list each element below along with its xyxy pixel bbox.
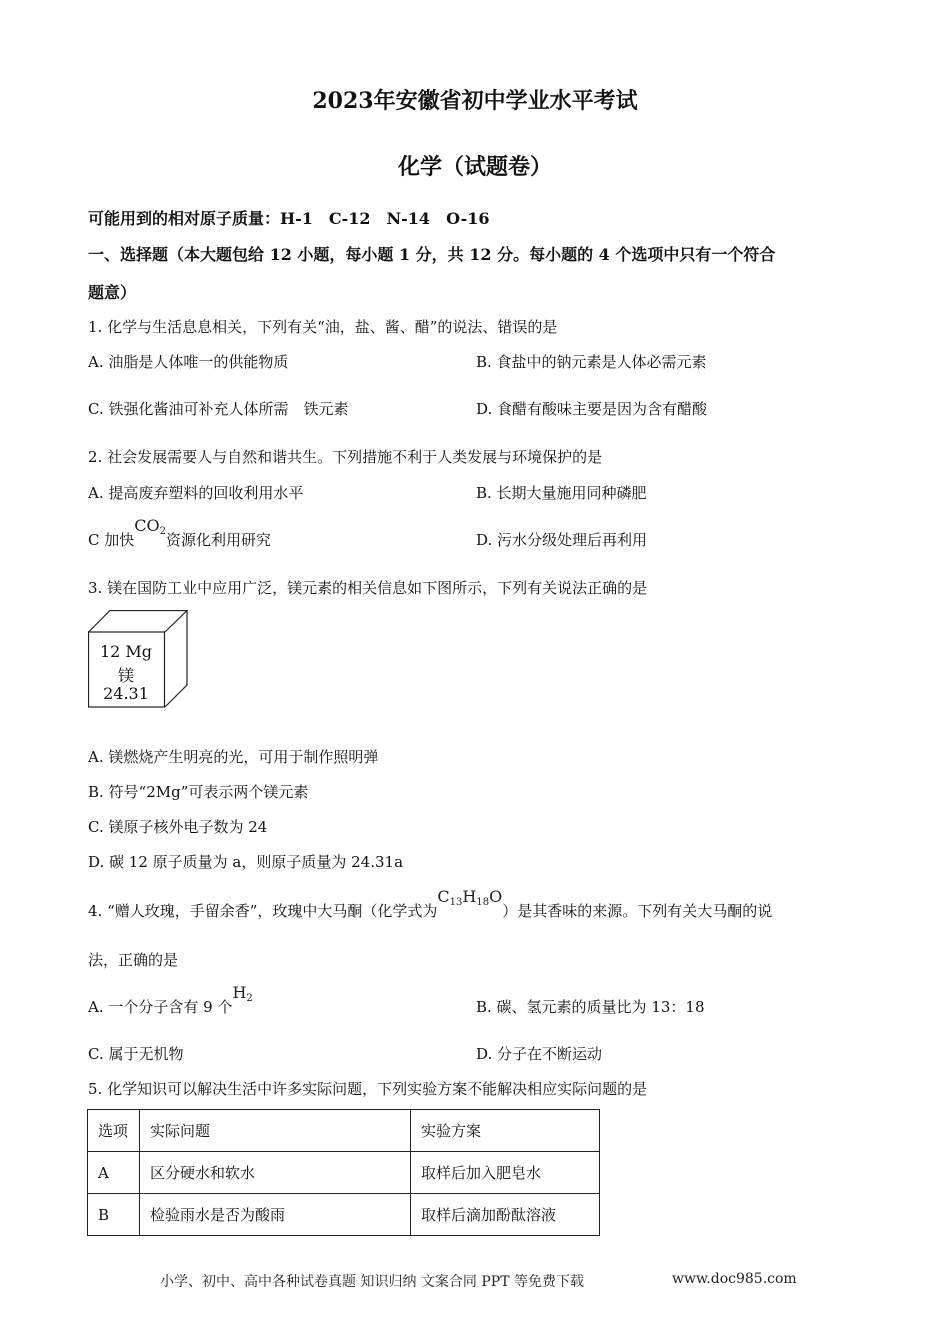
section-heading-line2: 题意） xyxy=(88,283,137,302)
q1-option-d: D. 食醋有酸味主要是因为含有醋酸 xyxy=(476,400,708,418)
q4-stem-prefix: 4. “赠人玫瑰，手留余香”，玫瑰中大马酮（化学式为 xyxy=(88,902,438,920)
q3-option-b: B. 符号“2Mg”可表示两个镁元素 xyxy=(88,783,309,801)
q3-option-a: A. 镁燃烧产生明亮的光，可用于制作照明弹 xyxy=(88,748,379,766)
q4-option-c: C. 属于无机物 xyxy=(88,1045,184,1063)
element-name: 镁 xyxy=(117,666,134,685)
q2-option-d: D. 污水分级处理后再利用 xyxy=(476,531,648,549)
exam-title: 2023年安徽省初中学业水平考试 xyxy=(312,88,638,114)
q2-option-a: A. 提高废弃塑料的回收利用水平 xyxy=(88,484,304,502)
q1-option-b: B. 食盐中的钠元素是人体必需元素 xyxy=(476,353,707,371)
h2-formula-base: H xyxy=(232,983,247,1002)
co2-formula-sub: 2 xyxy=(159,526,166,537)
table-cell: 取样后滴加酚酞溶液 xyxy=(411,1194,600,1236)
q3-option-d: D. 碳 12 原子质量为 a，则原子质量为 24.31a xyxy=(88,853,404,871)
co2-formula xyxy=(134,516,166,535)
q2-stem: 2. 社会发展需要人与自然和谐共生。下列措施不利于人类发展与环境保护的是 xyxy=(88,448,603,466)
footer-site-link[interactable]: www.doc985.com xyxy=(672,1271,797,1287)
q4-option-a-prefix: A. 一个分子含有 9 个 xyxy=(88,998,233,1016)
q5-stem: 5. 化学知识可以解决生活中许多实际问题，下列实验方案不能解决相应实际问题的是 xyxy=(88,1080,648,1098)
section-heading-line1: 一、选择题（本大题包给 12 小题，每小题 1 分，共 12 分。每小题的 4 个选项中只有一个符合 xyxy=(88,245,776,264)
table-row xyxy=(88,1194,600,1236)
h2-formula-sub: 2 xyxy=(246,993,253,1004)
table-header-cell: 实验方案 xyxy=(411,1110,600,1152)
q1-stem: 1. 化学与生活息息相关，下列有关“油，盐、酱、醋”的说法、错误的是 xyxy=(88,318,558,336)
table-cell: 取样后加入肥皂水 xyxy=(411,1152,600,1194)
q4-option-b: B. 碳、氢元素的质量比为 13：18 xyxy=(476,998,705,1016)
q2-option-c-suffix: 资源化利用研究 xyxy=(165,531,271,549)
element-mass: 24.31 xyxy=(103,684,149,703)
table-cell: 区分硬水和软水 xyxy=(140,1152,411,1194)
table-cell: 检验雨水是否为酸雨 xyxy=(140,1194,411,1236)
q1-option-a: A. 油脂是人体唯一的供能物质 xyxy=(88,353,289,371)
formula-o: O xyxy=(489,887,503,906)
table-cell: B xyxy=(88,1194,140,1236)
formula-c-sub: 13 xyxy=(449,897,463,908)
formula-h: H xyxy=(462,887,477,906)
q4-stem-line2: 法，正确的是 xyxy=(88,951,179,969)
table-row xyxy=(88,1152,600,1194)
exam-subtitle: 化学（试题卷） xyxy=(397,154,552,180)
q1-option-c: C. 铁强化酱油可补充人体所需 铁元素 xyxy=(88,400,349,418)
q3-stem: 3. 镁在国防工业中应用广泛，镁元素的相关信息如下图所示，下列有关说法正确的是 xyxy=(88,579,648,597)
footer-text: 小学、初中、高中各种试卷真题 知识归纳 文案合同 PPT 等免费下载 xyxy=(160,1274,584,1290)
q4-option-a xyxy=(88,983,253,1018)
q2-option-c-prefix: C 加快 xyxy=(88,531,135,549)
table-header-row xyxy=(88,1110,600,1152)
element-card-magnesium xyxy=(88,610,188,708)
q5-table xyxy=(87,1109,600,1236)
atomic-masses: 可能用到的相对原子质量：H-1 C-12 N-14 O-16 xyxy=(88,209,490,228)
q2-option-c xyxy=(88,516,271,551)
q4-stem xyxy=(88,887,773,922)
co2-formula-base: CO xyxy=(134,516,160,535)
q4-stem-suffix: ）是其香味的来源。下列有关大马酮的说 xyxy=(502,902,773,920)
table-header-cell: 实际问题 xyxy=(140,1110,411,1152)
damascone-formula xyxy=(437,887,502,906)
q3-option-c: C. 镁原子核外电子数为 24 xyxy=(88,818,268,836)
formula-h-sub: 18 xyxy=(476,897,490,908)
formula-c: C xyxy=(437,887,450,906)
h2-formula xyxy=(232,983,252,1002)
q4-option-d: D. 分子在不断运动 xyxy=(476,1045,603,1063)
element-number-symbol: 12 Mg xyxy=(99,642,153,661)
q2-option-b: B. 长期大量施用同种磷肥 xyxy=(476,484,647,502)
table-cell: A xyxy=(88,1152,140,1194)
table-header-cell: 选项 xyxy=(88,1110,140,1152)
